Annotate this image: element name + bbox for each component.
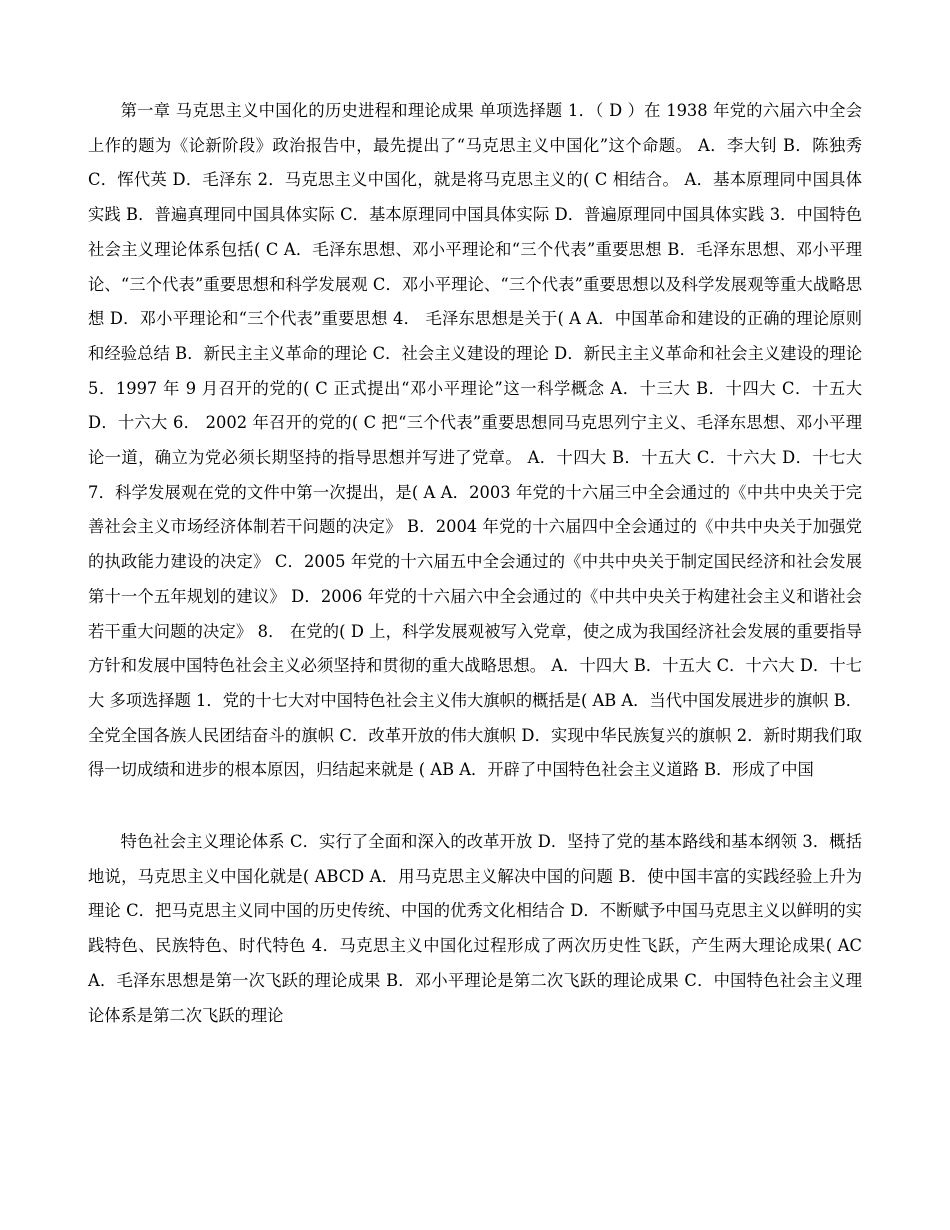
document-page: [88, 94, 862, 1033]
document-paragraph-1: 第一章 马克思主义中国化的历史进程和理论成果 单项选择题 1．（ D ）在 1938 年党的六届六中全会上作的题为《论新阶段》政治报告中，最先提出了“马克思主义中国化”这个命题。 A．李大钊 B．陈独秀 C．恽代英 D．毛泽东 2．马克思主义中国化，就是将马克思主义的( C 相结合。 A．基本原理同中国具体实践 B．普遍真理同中国具体实际 C．基本原理同中国具体实际 D．普遍原理同中国具体实践 3．中国特色社会主义理论体系包括( C A．毛泽东思想、邓小平理论和“三个代表”重要思想 B．毛泽东思想、邓小平理论、“三个代表”重要思想和科学发展观 C．邓小平理论、“三个代表”重要思想以及科学发展观等重大战略思想 D．邓小平理论和“三个代表”重要思想 4． 毛泽东思想是关于( A A．中国革命和建设的正确的理论原则和经验总结 B．新民主主义革命的理论 C．社会主义建设的理论 D．新民主主义革命和社会主义建设的理论 5．1997 年 9 月召开的党的( C 正式提出“邓小平理论”这一科学概念 A．十三大 B．十四大 C．十五大 D．十六大 6． 2002 年召开的党的( C 把“三个代表”重要思想同马克思列宁主义、毛泽东思想、邓小平理论一道，确立为党必须长期坚持的指导思想并写进了党章。 A．十四大 B．十五大 C．十六大 D．十七大 7．科学发展观在党的文件中第一次提出，是( A A．2003 年党的十六届三中全会通过的《中共中央关于完善社会主义市场经济体制若干问题的决定》 B．2004 年党的十六届四中全会通过的《中共中央关于加强党的执政能力建设的决定》 C．2005 年党的十六届五中全会通过的《中共中央关于制定国民经济和社会发展第十一个五年规划的建议》 D．2006 年党的十六届六中全会通过的《中共中央关于构建社会主义和谐社会若干重大问题的决定》 8． 在党的( D 上，科学发展观被写入党章，使之成为我国经济社会发展的重要指导方针和发展中国特色社会主义必须坚持和贯彻的重大战略思想。 A．十四大 B．十五大 C．十六大 D．十七大 多项选择题 1．党的十七大对中国特色社会主义伟大旗帜的概括是( AB A．当代中国发展进步的旗帜 B．全党全国各族人民团结奋斗的旗帜 C．改革开放的伟大旗帜 D．实现中华民族复兴的旗帜 2．新时期我们取得一切成绩和进步的根本原因，归结起来就是 ( AB A．开辟了中国特色社会主义道路 B．形成了中国: [88, 101, 862, 780]
document-paragraph-2: 特色社会主义理论体系 C．实行了全面和深入的改革开放 D．坚持了党的基本路线和基本纲领 3．概括地说，马克思主义中国化就是( ABCD A．用马克思主义解决中国的问题 B．使中国丰富的实践经验上升为理论 C．把马克思主义同中国的历史传统、中国的优秀文化相结合 D．不断赋予中国马克思主义以鲜明的实践特色、民族特色、时代特色 4．马克思主义中国化过程形成了两次历史性飞跃，产生两大理论成果( AC A．毛泽东思想是第一次飞跃的理论成果 B．邓小平理论是第二次飞跃的理论成果 C．中国特色社会主义理论体系是第二次飞跃的理论: [88, 832, 862, 1025]
